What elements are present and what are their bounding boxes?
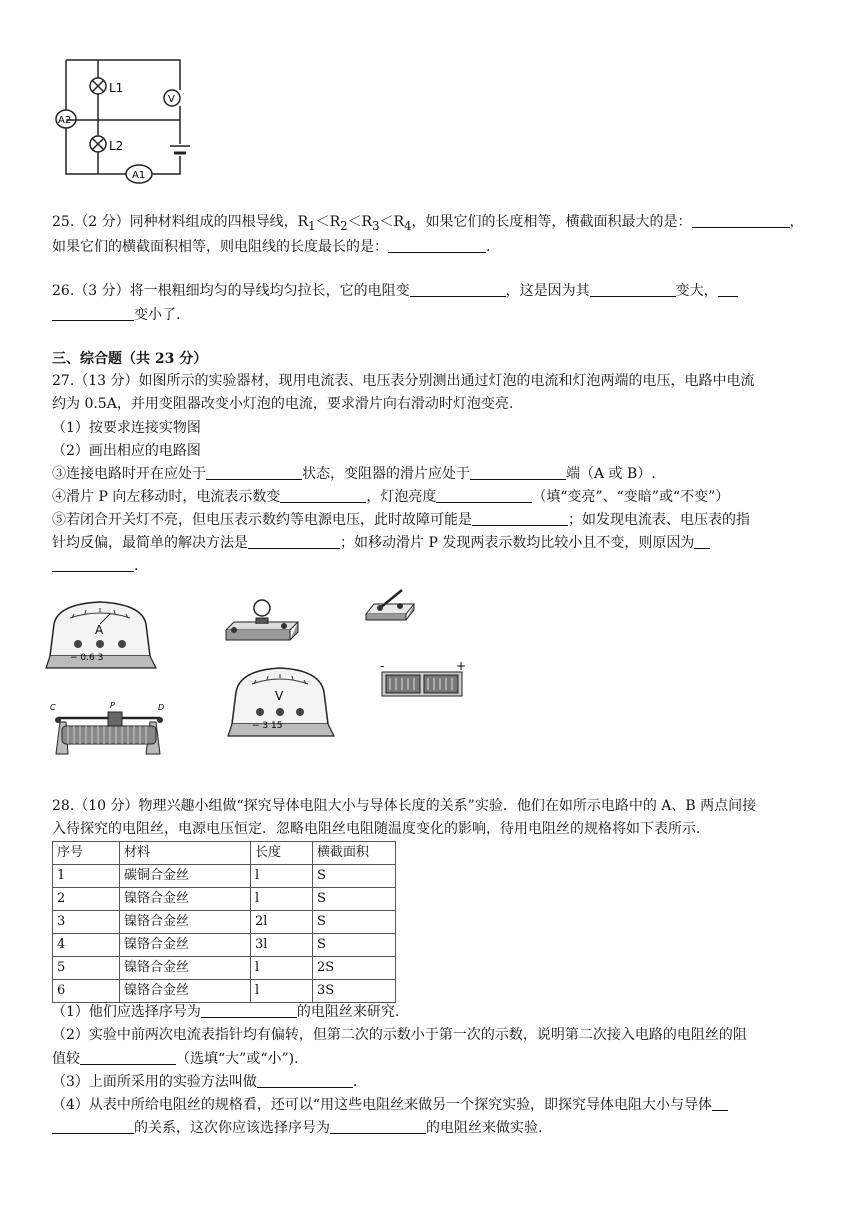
q27-item2: （2）画出相应的电路图 [52,443,201,459]
table-row: 5 镍铬合金丝 l 2S [53,957,396,980]
q27-item4: ④滑片 P 向左移动时，电流表示数变 ，灯泡亮度 （填“变亮”、“变暗”或“不变”） [52,489,730,505]
section-heading: 三、综合题（共 23 分） [52,351,208,367]
q28-blank-1[interactable] [201,1003,297,1018]
q26-line1: 26.（3 分）将一根粗细均匀的导线均匀拉长，它的电阻变 ，这是因为其 变大， [52,281,738,301]
battery-plus: + [456,660,467,673]
table-row: 1 碳铜合金丝 l S [53,865,396,888]
q27-item3: ③连接电路时开在应处于 状态，变阻器的滑片应处于 端（A 或 B）. [52,466,656,482]
q27-blank-switch[interactable] [206,465,302,480]
q28-blank-4a[interactable] [712,1096,728,1111]
ammeter-terminals: − 0.6 3 [70,653,104,663]
rheostat-c: C [50,703,56,712]
q27-blank-reason-b[interactable] [52,557,134,572]
q27-blank-end[interactable] [470,465,566,480]
q28-sub4-line1: （4）从表中所给电阻丝的规格看，还可以“用这些电阻丝来做另一个探究实验，即探究导体电阻大小与导体 [52,1095,728,1115]
q28-blank-5[interactable] [330,1119,426,1134]
ammeter-illustration [40,594,160,674]
q25-blank-2[interactable] [388,238,486,253]
q27-blank-brightness[interactable] [436,488,532,503]
q28-blank-4b[interactable] [52,1119,134,1134]
table-row: 4 镍铬合金丝 3l S [53,934,396,957]
q26-blank-3b[interactable] [52,306,134,321]
q27-blank-solution[interactable] [248,534,340,549]
circuit-diagram [48,54,198,184]
switch-illustration [362,584,418,624]
ammeter-letter: A [95,623,104,637]
q26-blank-3a[interactable] [718,282,738,297]
rheostat-illustration [46,698,172,764]
rheostat-p: P [110,701,115,710]
table-row: 2 镍铬合金丝 l S [53,888,396,911]
table-row: 3 镍铬合金丝 2l S [53,911,396,934]
q26-line2: 变小了. [52,305,180,325]
q27-item5c: . [52,556,138,576]
voltmeter-label: V [168,94,175,105]
q27-item5b: 针均反偏，最简单的解决方法是 ；如移动滑片 P 发现两表示数均比较小且不变，则原因为 [52,533,710,553]
ammeter-a1-label: A1 [132,170,146,181]
ammeter-a2-label: A2 [58,115,72,126]
q28-sub1: （1）他们应选择序号为 的电阻丝来研究. [52,1004,400,1020]
rheostat-d: D [158,703,165,712]
q28-sub3: （3）上面所采用的实验方法叫做 . [52,1074,358,1090]
q28-sub4-line2: 的关系，这次你应该选择序号为 的电阻丝来做实验. [52,1118,542,1138]
q28-sub2-line2: 值较 （选填“大”或“小”). [52,1051,299,1067]
l1-label: L1 [109,81,124,95]
battery-minus: - [380,660,385,673]
q26-blank-2[interactable] [590,282,676,297]
q27-blank-current[interactable] [280,488,366,503]
battery-illustration [376,660,468,702]
q28-line1: 28.（10 分）物理兴趣小组做“探究导体电阻大小与导体长度的关系”实验．他们在如所示电路中的 A、B 两点间接 [52,798,757,814]
table-header-row: 序号 材料 长度 横截面积 [53,842,396,865]
q27-blank-reason-a[interactable] [694,534,710,549]
voltmeter-terminals: − 3 15 [252,721,283,731]
bulb-illustration [222,596,302,648]
q27-item5: ⑤若闭合开关灯不亮，但电压表示数约等电源电压，此时故障可能是 ；如发现电流表、电压表的指 [52,512,750,528]
q27-blank-fault[interactable] [472,511,568,526]
q25-line1: 25.（2 分）同种材料组成的四根导线，$R_1<R_2<R_3<R_4$，如果它们的长度相等，横截面积最大的是： ， [52,214,804,233]
q28-blank-3[interactable] [257,1073,353,1088]
l2-label: L2 [109,139,124,153]
q28-sub2-line1: （2）实验中前两次电流表指针均有偏转，但第二次的示数小于第一次的示数，说明第二次接入电路的电阻丝的阻 [52,1027,747,1043]
q25-line2: 如果它们的横截面积相等，则电阻线的长度最长的是： . [52,239,491,255]
q28-line2: 入待探究的电阻丝，电源电压恒定．忽略电阻丝电阻随温度变化的影响，待用电阻丝的规格将如下表所示． [52,821,710,837]
table-row: 6 镍铬合金丝 l 3S [53,980,396,1003]
q27-item1: （1）按要求连接实物图 [52,420,201,436]
q27-line1: 27.（13 分）如图所示的实验器材，现用电流表、电压表分别测出通过灯泡的电流和灯泡两端的电压，电路中电流 [52,373,755,389]
voltmeter-letter: V [275,689,284,703]
q27-line2: 约为 0.5A，并用变阻器改变小灯泡的电流，要求滑片向右滑动时灯泡变亮. [52,396,514,412]
q28-blank-2[interactable] [80,1050,176,1065]
wire-spec-table [52,841,396,1003]
q26-blank-1[interactable] [410,282,506,297]
voltmeter-illustration [222,662,340,742]
q25-blank-1[interactable] [692,213,790,228]
